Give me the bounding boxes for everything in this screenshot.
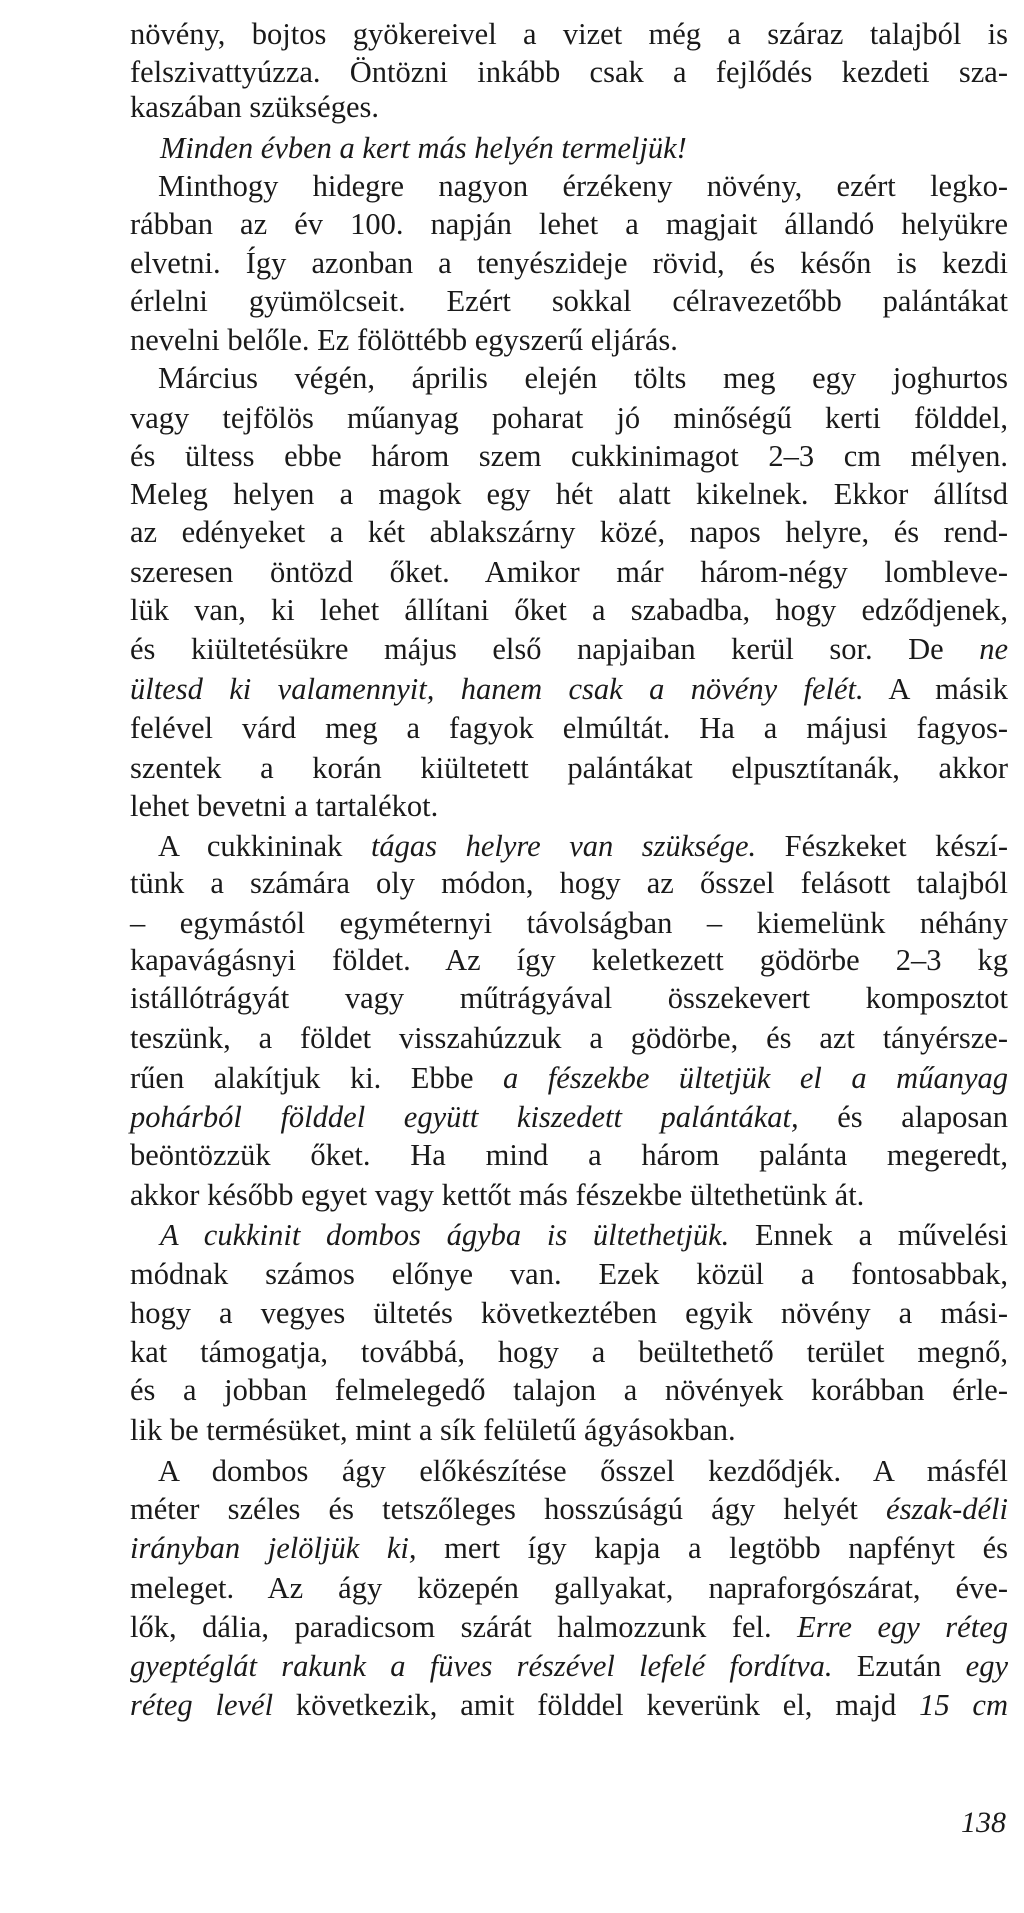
text-line: [130, 1410, 1008, 1450]
text-segment: vagy tejfölös műanyag poharat jó minőségű kerti földdel,: [130, 401, 1008, 435]
italic-text: a fészekbe ültetjük el a műanyag: [503, 1061, 1008, 1095]
text-segment: lők, dália, paradicsom szárát halmozzunk fel.: [130, 1610, 798, 1644]
text-line: [130, 1097, 1008, 1137]
text-segment: lik be termésüket, mint a sík felületű ágyásokban.: [130, 1413, 736, 1447]
text-line: [130, 436, 1008, 476]
italic-text: 15 cm: [919, 1688, 1008, 1722]
text-line: [130, 708, 1008, 748]
text-line: [158, 166, 1008, 206]
italic-text: pohárból földdel együtt kiszedett palántákat,: [130, 1100, 799, 1134]
text-line: [130, 1018, 1008, 1058]
italic-text: gyeptéglát rakunk a füves részével lefelé fordítva.: [130, 1649, 833, 1683]
text-line: [130, 320, 1008, 360]
text-segment: meleget. Az ágy közepén gallyakat, napraforgószárat, éve-: [130, 1571, 1008, 1605]
text-line: [130, 863, 1008, 903]
text-line: [130, 281, 1008, 321]
text-line: [130, 474, 1008, 514]
text-segment: és alaposan: [798, 1100, 1008, 1134]
page-number: 138: [961, 1806, 1006, 1839]
italic-text: észak-déli: [886, 1492, 1008, 1526]
text-segment: lük van, ki lehet állítani őket a szabadba, hogy edződjenek,: [130, 593, 1008, 627]
text-segment: méter széles és tetszőleges hosszúságú ágy helyét: [130, 1492, 887, 1526]
text-line: [130, 1058, 1008, 1098]
text-segment: felszivattyúzza. Öntözni inkább csak a fejlődés kezdeti sza-: [130, 55, 1008, 89]
text-segment: beöntözzük őket. Ha mind a három palánta megeredt,: [130, 1138, 1008, 1172]
text-line: [130, 1370, 1008, 1410]
text-segment: felével várd meg a fagyok elmúltát. Ha a májusi fagyos-: [130, 711, 1008, 745]
text-line: [158, 826, 1008, 866]
italic-text: irányban jelöljük ki,: [130, 1531, 417, 1565]
text-line: [130, 786, 1008, 826]
text-segment: rábban az év 100. napján lehet a magjait állandó helyükre: [130, 207, 1008, 241]
text-segment: módnak számos előnye van. Ezek közül a fontosabbak,: [130, 1257, 1008, 1291]
text-segment: növény, bojtos gyökereivel a vizet még a száraz talajból is: [130, 17, 1008, 51]
text-segment: Minthogy hidegre nagyon érzékeny növény, ezért legko-: [158, 169, 1008, 203]
text-segment: és kiültetésükre május első napjaiban kerül sor. De: [130, 632, 980, 666]
text-segment: és ültess ebbe három szem cukkinimagot 2–3 cm mélyen.: [130, 439, 1008, 473]
text-segment: következik, amit földdel keverünk el, majd: [273, 1688, 920, 1722]
text-line: [158, 358, 1008, 398]
italic-text: réteg levél: [130, 1688, 274, 1722]
text-line: [130, 590, 1008, 630]
text-line: [130, 1685, 1008, 1725]
text-segment: nevelni belőle. Ez fölöttébb egyszerű eljárás.: [130, 323, 678, 357]
text-segment: kat támogatja, továbbá, hogy a beültethető terület megnő,: [130, 1335, 1008, 1369]
text-line: [160, 128, 1008, 168]
text-line: [130, 748, 1008, 788]
text-line: [130, 1607, 1008, 1647]
text-segment: A dombos ágy előkészítése ősszel kezdődjék. A másfél: [158, 1454, 1008, 1488]
text-segment: elvetni. Így azonban a tenyészideje rövid, és későn is kezdi: [130, 246, 1008, 280]
text-line: [130, 552, 1008, 592]
text-segment: mert így kapja a legtöbb napfényt és: [416, 1531, 1008, 1565]
text-line: [130, 629, 1008, 669]
text-line: [130, 1254, 1008, 1294]
text-segment: Ezután: [832, 1649, 966, 1683]
text-segment: rűen alakítjuk ki. Ebbe: [130, 1061, 503, 1095]
text-segment: Meleg helyen a magok egy hét alatt kikelnek. Ekkor állítsd: [130, 477, 1008, 511]
text-line: [130, 52, 1008, 92]
text-line: [130, 14, 1008, 54]
text-line: [130, 87, 1008, 127]
text-segment: érlelni gyümölcseit. Ezért sokkal célravezetőbb palántákat: [130, 284, 1008, 318]
text-segment: Ennek a művelési: [729, 1218, 1008, 1252]
text-line: [160, 1215, 1008, 1255]
text-line: [130, 1568, 1008, 1608]
text-segment: A cukkininak: [158, 829, 371, 863]
text-line: [130, 1135, 1008, 1175]
text-segment: Március végén, április elején tölts meg egy joghurtos: [158, 361, 1008, 395]
text-line: [130, 978, 1008, 1018]
text-segment: kaszában szükséges.: [130, 90, 379, 124]
text-line: [130, 1175, 1008, 1215]
text-segment: szentek a korán kiültetett palántákat elpusztítanák, akkor: [130, 751, 1008, 785]
text-line: [130, 398, 1008, 438]
text-segment: lehet bevetni a tartalékot.: [130, 789, 439, 823]
italic-text: egy: [965, 1649, 1008, 1683]
text-line: [130, 1646, 1008, 1686]
text-line: [130, 903, 1008, 943]
text-line: [130, 1293, 1008, 1333]
text-segment: akkor később egyet vagy kettőt más fészekbe ültethetünk át.: [130, 1178, 865, 1212]
italic-text: A cukkinit dombos ágyba is ültethetjük.: [160, 1218, 730, 1252]
text-line: [130, 243, 1008, 283]
text-segment: – egymástól egyméternyi távolságban – kiemelünk néhány: [130, 906, 1008, 940]
text-segment: A másik: [863, 672, 1009, 706]
text-line: [130, 1489, 1008, 1529]
italic-text: ne: [979, 632, 1008, 666]
italic-text: Erre egy réteg: [797, 1610, 1008, 1644]
text-line: [130, 1332, 1008, 1372]
text-line: [130, 204, 1008, 244]
text-segment: kapavágásnyi földet. Az így keletkezett gödörbe 2–3 kg: [130, 943, 1008, 977]
text-line: [130, 512, 1008, 552]
text-segment: teszünk, a földet visszahúzzuk a gödörbe, és azt tányérsze-: [130, 1021, 1008, 1055]
text-line: [158, 1451, 1008, 1491]
text-segment: és a jobban felmelegedő talajon a növények korábban érle-: [130, 1373, 1008, 1407]
text-line: [130, 1528, 1008, 1568]
text-segment: istállótrágyát vagy műtrágyával összekevert komposztot: [130, 981, 1008, 1015]
text-line: [130, 669, 1008, 709]
text-segment: tünk a számára oly módon, hogy az ősszel felásott talajból: [130, 866, 1008, 900]
text-segment: az edényeket a két ablakszárny közé, napos helyre, és rend-: [130, 515, 1008, 549]
italic-text: tágas helyre van szüksége.: [370, 829, 757, 863]
text-segment: hogy a vegyes ültetés következtében egyik növény a mási-: [130, 1296, 1008, 1330]
text-line: [130, 940, 1008, 980]
text-segment: Fészkeket készí-: [756, 829, 1008, 863]
italic-text: ültesd ki valamennyit, hanem csak a növény felét.: [130, 672, 864, 706]
text-segment: szeresen öntözd őket. Amikor már három-négy lombleve-: [130, 555, 1008, 589]
italic-text: Minden évben a kert más helyén termeljük!: [160, 131, 687, 165]
